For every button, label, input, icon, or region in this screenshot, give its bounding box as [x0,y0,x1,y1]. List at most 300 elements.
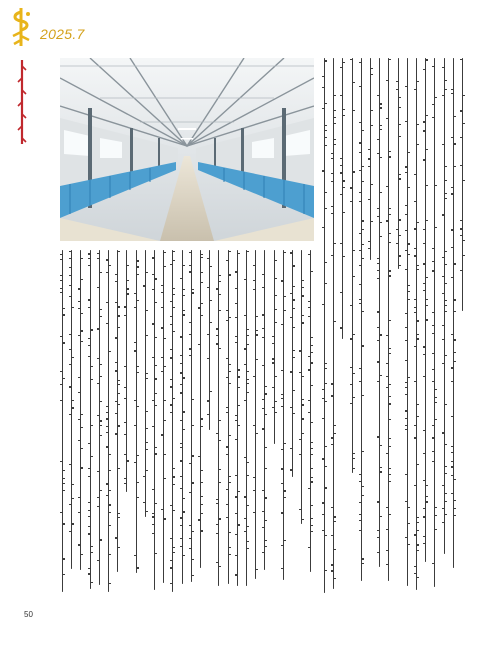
glyph-tick [362,395,364,396]
glyph-tick [72,307,74,308]
glyph-tick [302,433,304,434]
glyph-tick [325,401,327,402]
glyph-tick [460,59,462,60]
glyph-tick [353,334,355,335]
text-line [264,250,265,570]
glyph-tick [124,366,126,367]
glyph-tick [451,381,453,382]
glyph-tick [325,130,327,131]
glyph-tick [72,357,74,358]
glyph-tick [380,445,382,446]
glyph-tick [207,414,209,415]
glyph-tick [88,468,90,469]
glyph-tick [340,172,342,173]
glyph-tick [426,149,428,150]
glyph-tick [284,296,286,297]
glyph-tick [359,520,361,521]
glyph-tick [353,468,355,469]
glyph-tick [343,256,345,257]
glyph-tick [170,386,172,387]
glyph-tick [377,311,379,312]
glyph-tick [143,285,145,286]
glyph-tick [60,371,62,372]
glyph-tick [405,418,407,419]
glyph-tick [334,578,336,579]
glyph-tick [226,517,228,518]
glyph-tick [445,355,447,356]
glyph-tick [201,513,203,514]
glyph-tick [451,475,453,476]
glyph-tick [325,103,327,104]
glyph-tick [235,496,237,497]
glyph-tick [451,416,453,417]
glyph-tick [284,497,286,498]
glyph-tick [359,368,361,369]
glyph-tick [247,379,249,380]
text-line [398,58,399,269]
glyph-tick [454,143,456,144]
glyph-tick [137,497,139,498]
glyph-tick [350,367,352,368]
text-line [292,250,293,477]
glyph-tick [451,187,453,188]
glyph-tick [340,194,342,195]
glyph-tick [137,567,139,568]
glyph-tick [290,293,292,294]
glyph-tick [180,392,182,393]
glyph-tick [109,504,111,505]
glyph-tick [386,220,388,221]
glyph-tick [359,152,361,153]
glyph-tick [216,328,218,329]
glyph-tick [331,158,333,159]
glyph-tick [389,403,391,404]
glyph-tick [377,95,379,96]
glyph-tick [454,339,456,340]
glyph-tick [60,384,62,385]
glyph-tick [238,425,240,426]
issue-date: 2025.7 [40,26,85,42]
glyph-tick [451,247,453,248]
glyph-tick [293,308,295,309]
glyph-tick [118,393,120,394]
glyph-tick [463,123,465,124]
glyph-tick [311,481,313,482]
glyph-tick [265,540,267,541]
glyph-tick [189,348,191,349]
glyph-tick [247,335,249,336]
glyph-tick [308,488,310,489]
glyph-tick [302,322,304,323]
glyph-tick [423,243,425,244]
glyph-tick [426,277,428,278]
glyph-tick [170,567,172,568]
glyph-tick [109,554,111,555]
glyph-tick [414,89,416,90]
glyph-tick [371,74,373,75]
glyph-tick [417,81,419,82]
glyph-tick [340,67,342,68]
glyph-tick [183,411,185,412]
glyph-tick [63,308,65,309]
glyph-tick [226,454,228,455]
glyph-tick [180,363,182,364]
glyph-tick [244,531,246,532]
glyph-tick [60,461,62,462]
glyph-tick [201,303,203,304]
glyph-tick [207,358,209,359]
glyph-tick [63,470,65,471]
glyph-tick [377,436,379,437]
glyph-tick [460,270,462,271]
glyph-tick [350,187,352,188]
text-line [200,250,201,568]
glyph-tick [353,397,355,398]
glyph-tick [173,552,175,553]
glyph-tick [118,547,120,548]
glyph-tick [192,455,194,456]
glyph-tick [454,515,456,516]
glyph-tick [325,363,327,364]
glyph-tick [405,394,407,395]
glyph-tick [281,512,283,513]
glyph-tick [350,201,352,202]
text-line [310,250,311,572]
glyph-tick [389,214,391,215]
text-column-left-upper [60,250,314,594]
glyph-tick [340,165,342,166]
glyph-tick [389,514,391,515]
glyph-tick [72,523,74,524]
glyph-tick [325,535,327,536]
glyph-tick [78,440,80,441]
glyph-tick [88,443,90,444]
glyph-tick [311,448,313,449]
glyph-tick [173,288,175,289]
glyph-tick [389,151,391,152]
glyph-tick [432,451,434,452]
glyph-tick [311,505,313,506]
glyph-tick [180,355,182,356]
glyph-tick [322,170,324,171]
glyph-tick [152,323,154,324]
glyph-tick [256,330,258,331]
glyph-tick [198,344,200,345]
glyph-tick [445,193,447,194]
glyph-tick [377,216,379,217]
glyph-tick [235,555,237,556]
glyph-tick [72,498,74,499]
glyph-tick [180,538,182,539]
glyph-tick [124,398,126,399]
glyph-tick [377,501,379,502]
glyph-tick [173,468,175,469]
glyph-tick [91,552,93,553]
glyph-tick [72,484,74,485]
glyph-tick [170,264,172,265]
text-line [136,250,137,573]
glyph-tick [454,166,456,167]
glyph-tick [134,307,136,308]
text-line [163,250,164,583]
glyph-tick [343,115,345,116]
glyph-tick [97,471,99,472]
glyph-tick [235,439,237,440]
text-line [416,58,417,590]
glyph-tick [311,385,313,386]
glyph-tick [229,532,231,533]
glyph-tick [88,356,90,357]
glyph-tick [432,369,434,370]
glyph-tick [173,484,175,485]
glyph-tick [253,280,255,281]
glyph-tick [322,458,324,459]
glyph-tick [155,378,157,379]
glyph-tick [325,487,327,488]
glyph-tick [88,253,90,254]
glyph-tick [371,184,373,185]
glyph-tick [359,265,361,266]
glyph-tick [216,433,218,434]
glyph-tick [423,159,425,160]
glyph-tick [170,357,172,358]
glyph-tick [435,529,437,530]
glyph-tick [229,476,231,477]
glyph-tick [124,434,126,435]
glyph-tick [265,393,267,394]
glyph-tick [362,258,364,259]
glyph-tick [460,165,462,166]
glyph-tick [331,444,333,445]
glyph-tick [299,439,301,440]
text-line [99,250,100,585]
glyph-tick [417,577,419,578]
glyph-tick [454,311,456,312]
glyph-tick [414,381,416,382]
glyph-tick [219,275,221,276]
glyph-tick [423,516,425,517]
glyph-tick [152,274,154,275]
glyph-tick [235,317,237,318]
glyph-tick [152,400,154,401]
glyph-tick [380,334,382,335]
glyph-tick [350,384,352,385]
glyph-tick [417,517,419,518]
glyph-tick [353,171,355,172]
glyph-tick [244,348,246,349]
glyph-tick [359,170,361,171]
glyph-tick [115,413,117,414]
glyph-tick [164,400,166,401]
glyph-tick [325,60,327,61]
text-line [361,58,362,581]
glyph-tick [281,406,283,407]
glyph-tick [173,476,175,477]
glyph-tick [343,180,345,181]
glyph-tick [389,320,391,321]
glyph-tick [426,501,428,502]
glyph-tick [389,156,391,157]
glyph-tick [201,530,203,531]
text-line [126,250,127,492]
glyph-tick [386,376,388,377]
glyph-tick [78,392,80,393]
text-line [246,250,247,586]
glyph-tick [247,392,249,393]
glyph-tick [359,284,361,285]
glyph-tick [325,145,327,146]
glyph-tick [389,396,391,397]
glyph-tick [247,462,249,463]
glyph-tick [445,473,447,474]
glyph-tick [256,334,258,335]
glyph-tick [229,274,231,275]
glyph-tick [451,452,453,453]
glyph-tick [183,314,185,315]
glyph-tick [414,299,416,300]
glyph-tick [417,544,419,545]
glyph-tick [322,227,324,228]
glyph-tick [256,316,258,317]
glyph-tick [417,522,419,523]
glyph-tick [380,192,382,193]
text-line [370,58,371,260]
page-number: 50 [24,610,33,619]
glyph-tick [226,446,228,447]
glyph-tick [389,208,391,209]
glyph-tick [389,468,391,469]
glyph-tick [284,490,286,491]
glyph-tick [423,430,425,431]
glyph-tick [399,178,401,179]
glyph-tick [100,490,102,491]
glyph-tick [161,292,163,293]
glyph-tick [362,244,364,245]
glyph-tick [293,265,295,266]
glyph-tick [302,376,304,377]
glyph-tick [201,496,203,497]
glyph-tick [311,454,313,455]
glyph-tick [69,296,71,297]
glyph-tick [164,518,166,519]
glyph-tick [302,519,304,520]
glyph-tick [256,433,258,434]
glyph-tick [322,502,324,503]
glyph-tick [460,220,462,221]
glyph-tick [311,337,313,338]
glyph-tick [423,263,425,264]
glyph-tick [281,370,283,371]
glyph-tick [146,511,148,512]
glyph-tick [299,350,301,351]
glyph-tick [445,305,447,306]
glyph-tick [152,513,154,514]
glyph-tick [435,507,437,508]
glyph-tick [152,357,154,358]
glyph-tick [423,229,425,230]
glyph-tick [118,513,120,514]
glyph-tick [377,552,379,553]
glyph-tick [417,530,419,531]
glyph-tick [201,426,203,427]
glyph-tick [238,491,240,492]
glyph-tick [414,346,416,347]
glyph-tick [161,285,163,286]
glyph-tick [302,295,304,296]
glyph-tick [353,82,355,83]
glyph-tick [380,236,382,237]
glyph-tick [69,258,71,259]
glyph-tick [389,353,391,354]
glyph-tick [137,406,139,407]
glyph-tick [290,407,292,408]
glyph-tick [445,493,447,494]
glyph-tick [353,276,355,277]
glyph-tick [308,356,310,357]
glyph-tick [454,263,456,264]
glyph-tick [127,280,129,281]
glyph-tick [118,425,120,426]
glyph-tick [359,142,361,143]
glyph-tick [183,265,185,266]
glyph-tick [63,314,65,315]
glyph-tick [405,410,407,411]
glyph-tick [247,541,249,542]
glyph-tick [380,222,382,223]
glyph-tick [445,501,447,502]
glyph-tick [118,380,120,381]
glyph-tick [417,416,419,417]
glyph-tick [91,546,93,547]
glyph-tick [331,437,333,438]
glyph-tick [302,315,304,316]
glyph-tick [432,381,434,382]
glyph-tick [106,259,108,260]
glyph-tick [78,512,80,513]
glyph-tick [60,336,62,337]
glyph-tick [293,286,295,287]
glyph-tick [247,371,249,372]
glyph-tick [210,322,212,323]
glyph-tick [180,476,182,477]
glyph-tick [192,425,194,426]
glyph-tick [290,371,292,372]
glyph-tick [405,537,407,538]
text-line [237,250,238,586]
glyph-tick [445,311,447,312]
glyph-tick [334,95,336,96]
glyph-tick [299,372,301,373]
glyph-tick [60,292,62,293]
glyph-tick [371,125,373,126]
text-line [301,250,302,524]
glyph-tick [334,516,336,517]
glyph-tick [405,501,407,502]
glyph-tick [247,475,249,476]
glyph-tick [426,115,428,116]
glyph-tick [152,516,154,517]
glyph-tick [219,440,221,441]
glyph-tick [362,130,364,131]
glyph-tick [377,361,379,362]
glyph-tick [137,300,139,301]
glyph-tick [343,187,345,188]
glyph-tick [78,544,80,545]
text-line [218,250,219,586]
glyph-tick [408,507,410,508]
glyph-tick [201,272,203,273]
glyph-tick [201,470,203,471]
